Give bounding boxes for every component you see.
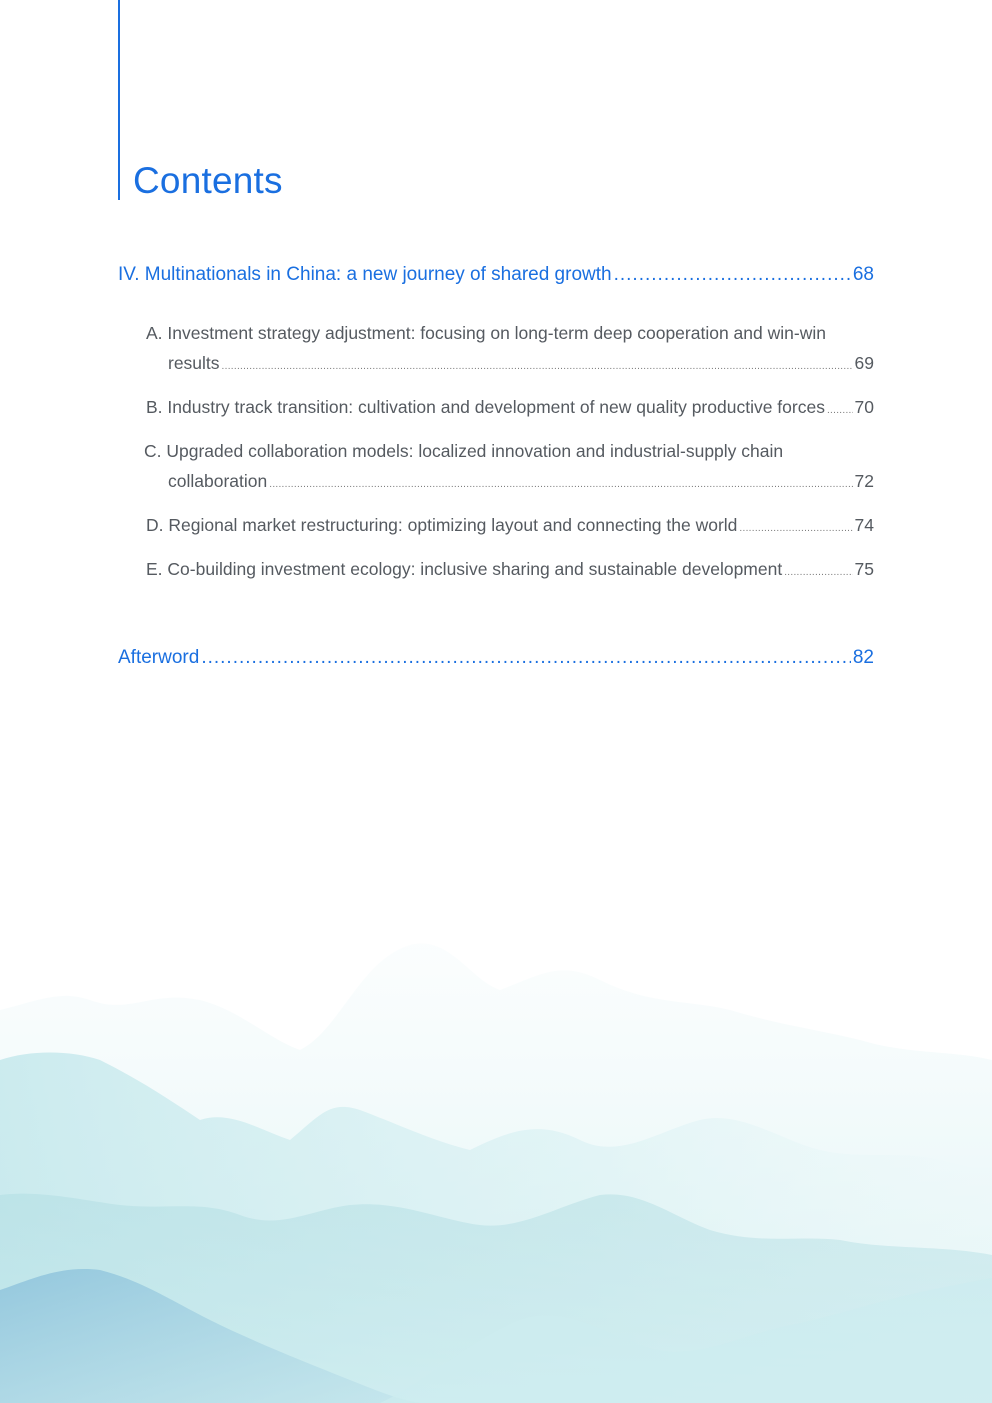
toc-entry-label: E. Co-building investment ecology: inclusive sharing and sustainable development — [146, 559, 783, 579]
dot-leader — [784, 567, 852, 578]
toc-page-number: 82 — [852, 647, 874, 668]
toc-entry-label: Afterword — [118, 647, 200, 668]
toc-entry-label: collaboration — [168, 471, 268, 491]
dot-leader — [222, 361, 853, 372]
dot-leader — [827, 405, 853, 416]
toc-entry-b[interactable] — [146, 397, 874, 418]
toc-entry-c[interactable] — [168, 471, 874, 492]
toc-page-number: 69 — [854, 353, 874, 373]
title-accent-bar — [118, 0, 120, 200]
toc-page-number: 68 — [852, 264, 874, 285]
toc-page-number: 72 — [854, 471, 874, 491]
toc-entry-e[interactable] — [146, 559, 874, 580]
toc-entry-d[interactable] — [146, 515, 874, 536]
toc-entry-label: IV. Multinationals in China: a new journey of shared growth — [118, 264, 612, 285]
toc-entry-label: D. Regional market restructuring: optimizing layout and connecting the world — [146, 515, 738, 535]
dot-leader — [739, 523, 852, 534]
dot-leader — [614, 264, 851, 286]
toc-entry-a[interactable] — [168, 353, 874, 374]
toc-entry-label: B. Industry track transition: cultivation and development of new quality productive forces — [146, 397, 825, 417]
toc-page-number: 70 — [854, 397, 874, 417]
dot-leader — [269, 479, 852, 490]
page-title: Contents — [133, 160, 283, 201]
toc-entry-label: results — [168, 353, 220, 373]
toc-entry-a-line1[interactable]: A. Investment strategy adjustment: focusing on long-term deep cooperation and win-win — [146, 323, 826, 343]
dot-leader — [201, 647, 851, 669]
toc-entry-afterword[interactable] — [118, 647, 874, 669]
toc-page-number: 75 — [854, 559, 874, 579]
toc-entry-section-iv[interactable] — [118, 264, 874, 286]
toc-entry-c-line1[interactable]: C. Upgraded collaboration models: localized innovation and industrial-supply chain — [144, 441, 784, 461]
toc-page-number: 74 — [854, 515, 874, 535]
